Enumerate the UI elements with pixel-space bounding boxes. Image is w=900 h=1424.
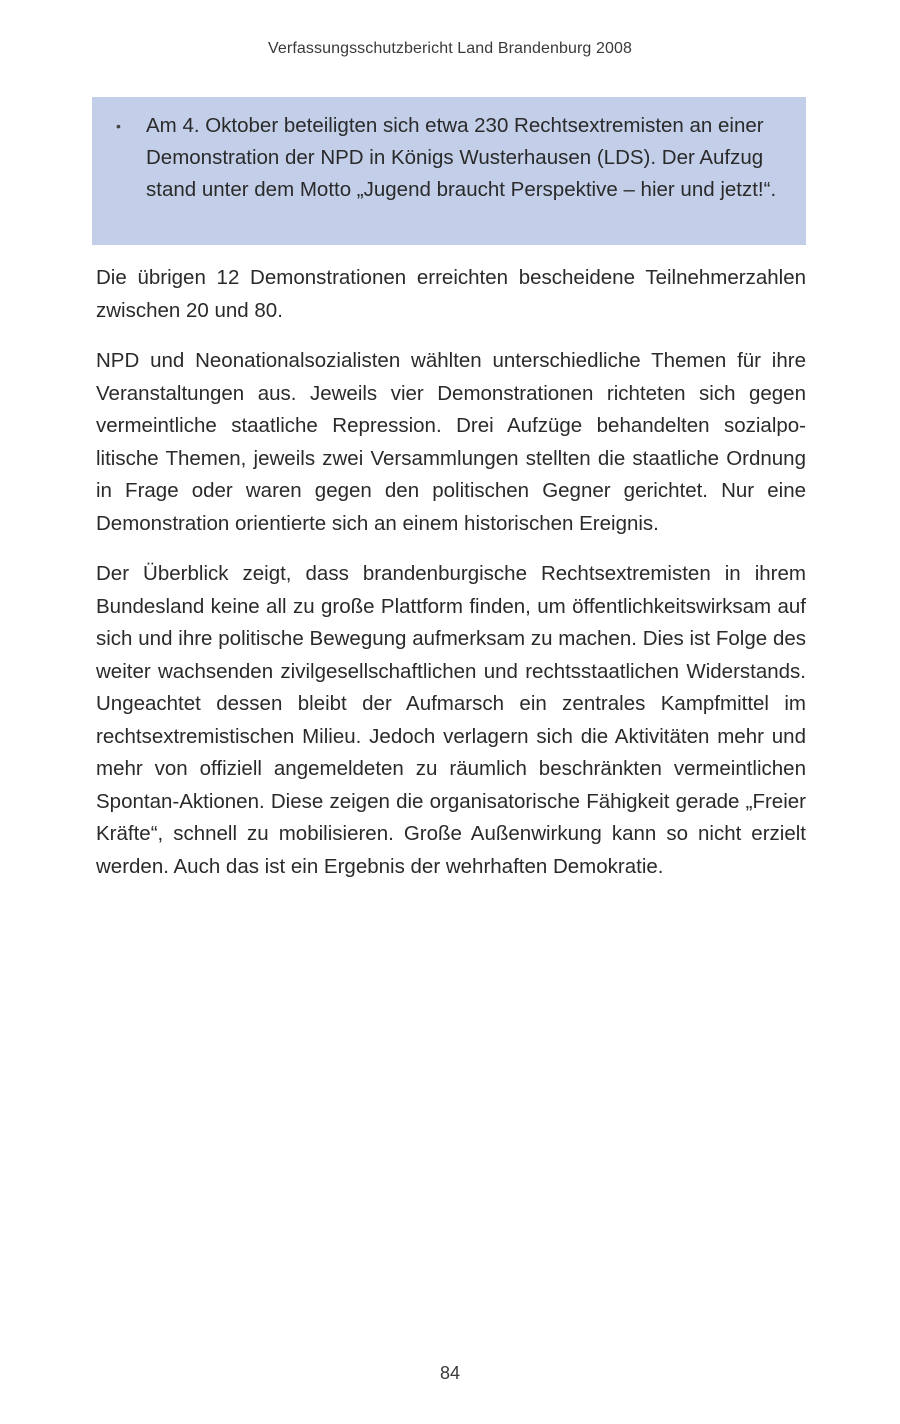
running-header: Verfassungsschutzbericht Land Brandenburg 2008 <box>268 40 632 57</box>
page-number: 84 <box>439 1363 461 1383</box>
paragraph-demonstration-topics: NPD und Neonationalsozialisten wählten unterschiedliche Themen für ihre Veranstaltungen aus. Jeweils vier Demonstrationen richteten sich gegen vermeintliche staatliche Repression. Drei Aufzüge behandelten sozialpolitische Themen, jeweils zwei Versammlungen stellten die staatliche Ordnung in Frage oder waren gegen den politischen Gegner gerichtet. Nur eine Demonstration orientierte sich an einem historischen Ereignis. <box>96 349 806 535</box>
highlight-box <box>92 97 806 245</box>
bullet-item <box>116 110 784 206</box>
bullet-icon: • <box>116 118 121 134</box>
paragraph-overview: Der Überblick zeigt, dass brandenburgische Rechtsextremisten in ihrem Bundesland keine all zu große Plattform finden, um öffentlichkeitswirksam auf sich und ihre politische Bewegung aufmerksam zu machen. Dies ist Folge des weiter wachsenden zivilgesellschaftlichen und rechtsstaatlichen Widerstands. Ungeachtet dessen bleibt der Aufmarsch ein zentrales Kampfmittel im rechtsextremistischen Milieu. Jedoch verlagern sich die Aktivitäten mehr und mehr von offiziell angemeldeten zu räumlich beschränkten vermeintlichen Spontan-Aktionen. Diese zeigen die organisatorische Fähigkeit gerade „Freier Kräfte“, schnell zu mobilisieren. Große Außenwirkung kann so nicht erzielt werden. Auch das ist ein Ergebnis der wehrhaften Demokratie. <box>96 562 806 878</box>
paragraph-participant-numbers: Die übrigen 12 Demonstrationen erreichten bescheidene Teilnehmerzahlen zwischen 20 und 80. <box>96 266 806 322</box>
bullet-text: Am 4. Oktober beteiligten sich etwa 230 Rechtsextremisten an einer Demonstration der NPD in Königs Wusterhausen (LDS). Der Aufzug stand unter dem Motto „Jugend braucht Perspektive – hier und jetzt!“. <box>146 114 777 201</box>
body-text <box>96 262 806 901</box>
